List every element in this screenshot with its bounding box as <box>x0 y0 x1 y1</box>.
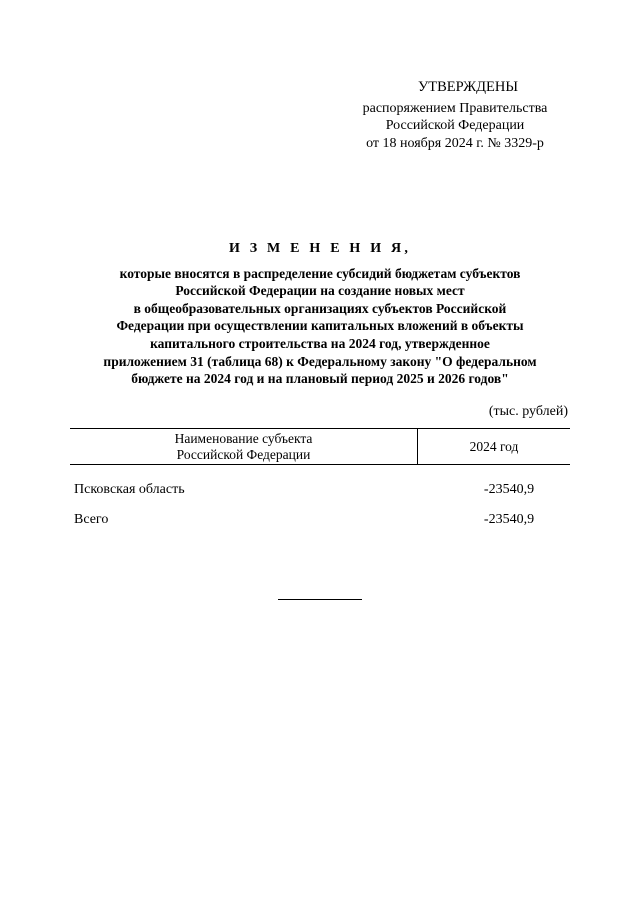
approval-heading: УТВЕРЖДЕНЫ <box>417 79 519 95</box>
approval-line-2: Российской Федерации <box>385 118 525 133</box>
title-line-2: Российской Федерации на создание новых мест <box>175 283 465 299</box>
approval-line-1: распоряжением Правительства <box>362 100 548 116</box>
title-line-5: капитального строительства на 2024 год, утвержденное <box>150 335 490 351</box>
title-line-1: которые вносятся в распределение субсидий бюджетам субъектов <box>119 265 521 281</box>
document-title <box>70 240 570 388</box>
header-year: 2024 год <box>469 439 519 454</box>
row-name: Всего <box>74 512 109 527</box>
header-subject-line-2: Российской Федерации <box>176 447 311 462</box>
end-divider <box>278 599 362 600</box>
title-line-6: приложением 31 (таблица 68) к Федеральному закону "О федеральном <box>103 353 537 369</box>
units-label: (тыс. рублей) <box>488 404 568 419</box>
row-name: Псковская область <box>74 482 185 497</box>
approval-block <box>340 79 570 152</box>
title-line-7: бюджете на 2024 год и на плановый период 2025 и 2026 годов" <box>131 371 509 387</box>
header-subject <box>70 429 418 464</box>
row-value: -23540,9 <box>483 512 535 527</box>
table-row <box>74 482 554 498</box>
approval-line-3: от 18 ноября 2024 г. № 3329-р <box>366 135 544 151</box>
table-header <box>70 428 570 465</box>
title-line-3: в общеобразовательных организациях субъектов Российской <box>133 300 507 316</box>
title-heading: И З М Е Н Е Н И Я, <box>228 241 412 256</box>
title-line-4: Федерации при осуществлении капитальных вложений в объекты <box>116 318 524 334</box>
row-value: -23540,9 <box>483 482 535 497</box>
table-row <box>74 512 554 528</box>
header-subject-line-1: Наименование субъекта <box>174 431 313 446</box>
